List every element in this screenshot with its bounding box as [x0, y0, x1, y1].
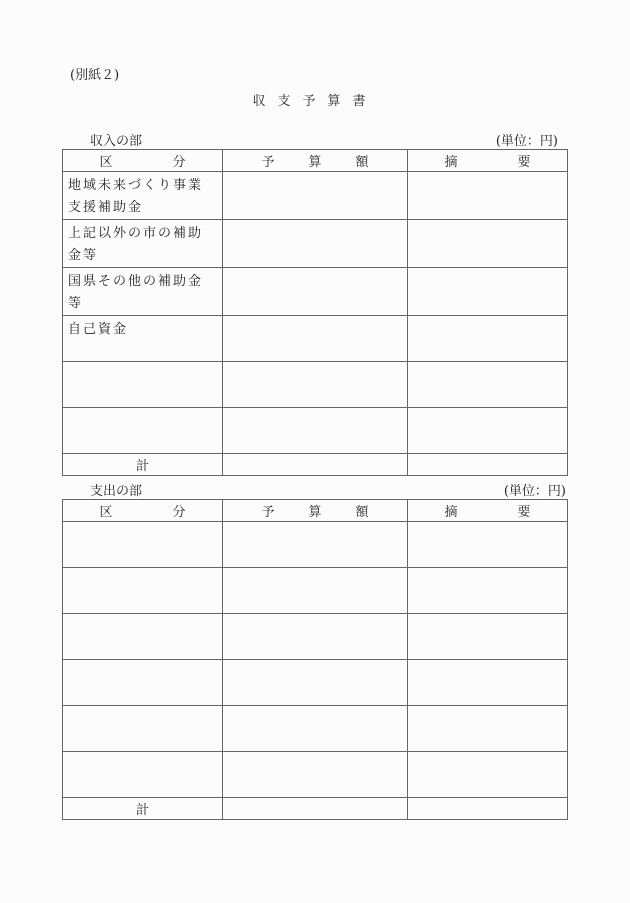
table-row: [63, 660, 568, 706]
income-remarks-cell[interactable]: [408, 362, 568, 408]
table-row: [63, 408, 568, 454]
annex-label: (別紙２): [70, 68, 120, 83]
income-category-cell[interactable]: [63, 408, 223, 454]
expense-budget-cell[interactable]: [223, 522, 408, 568]
table-row: [63, 362, 568, 408]
income-budget-cell[interactable]: [223, 220, 408, 268]
income-category-cell: 自己資金: [63, 316, 223, 362]
income-remarks-cell[interactable]: [408, 172, 568, 220]
table-row: [63, 316, 568, 362]
income-category-cell: 地域未来づくり事業支援補助金: [63, 172, 223, 220]
income-remarks-cell[interactable]: [408, 408, 568, 454]
expense-category-cell[interactable]: [63, 660, 223, 706]
expense-category-cell[interactable]: [63, 614, 223, 660]
expense-category-cell[interactable]: [63, 568, 223, 614]
income-category-cell: 国県その他の補助金等: [63, 268, 223, 316]
expense-budget-cell[interactable]: [223, 660, 408, 706]
table-row: [63, 752, 568, 798]
expense-total-remarks[interactable]: [408, 798, 568, 820]
expense-remarks-cell[interactable]: [408, 522, 568, 568]
table-row: [63, 220, 568, 268]
page-title: 収支予算書: [252, 94, 378, 109]
table-row: [63, 614, 568, 660]
header-budget: 予 算 額: [223, 500, 408, 522]
expense-remarks-cell[interactable]: [408, 706, 568, 752]
income-remarks-cell[interactable]: [408, 316, 568, 362]
income-category-cell: 上記以外の市の補助金等: [63, 220, 223, 268]
income-remarks-cell[interactable]: [408, 268, 568, 316]
expense-remarks-cell[interactable]: [408, 614, 568, 660]
income-section-label: 収入の部: [90, 134, 143, 149]
expense-remarks-cell[interactable]: [408, 660, 568, 706]
table-row: [63, 568, 568, 614]
income-category-cell[interactable]: [63, 362, 223, 408]
table-row: [63, 522, 568, 568]
expense-budget-cell[interactable]: [223, 568, 408, 614]
expense-total-label: 計: [63, 798, 223, 820]
expense-total-budget[interactable]: [223, 798, 408, 820]
income-budget-cell[interactable]: [223, 172, 408, 220]
table-row: [63, 706, 568, 752]
income-table: [62, 149, 568, 476]
expense-category-cell[interactable]: [63, 752, 223, 798]
income-unit-label: (単位：円): [495, 134, 558, 149]
header-remarks: 摘 要: [408, 500, 568, 522]
income-remarks-cell[interactable]: [408, 220, 568, 268]
expense-budget-cell[interactable]: [223, 614, 408, 660]
expense-section-label: 支出の部: [90, 484, 143, 499]
expense-remarks-cell[interactable]: [408, 752, 568, 798]
table-row: [63, 172, 568, 220]
header-category: 区 分: [63, 500, 223, 522]
income-total-budget[interactable]: [223, 454, 408, 476]
table-row: [63, 268, 568, 316]
expense-budget-cell[interactable]: [223, 752, 408, 798]
income-total-remarks[interactable]: [408, 454, 568, 476]
expense-category-cell[interactable]: [63, 522, 223, 568]
income-budget-cell[interactable]: [223, 408, 408, 454]
header-category: 区 分: [63, 150, 223, 172]
expense-table: [62, 499, 568, 820]
income-budget-cell[interactable]: [223, 268, 408, 316]
header-remarks: 摘 要: [408, 150, 568, 172]
expense-category-cell[interactable]: [63, 706, 223, 752]
expense-budget-cell[interactable]: [223, 706, 408, 752]
income-budget-cell[interactable]: [223, 362, 408, 408]
income-total-row: [63, 454, 568, 476]
expense-header-row: [63, 500, 568, 522]
expense-remarks-cell[interactable]: [408, 568, 568, 614]
header-budget: 予 算 額: [223, 150, 408, 172]
income-budget-cell[interactable]: [223, 316, 408, 362]
income-header-row: [63, 150, 568, 172]
expense-unit-label: (単位：円): [503, 484, 566, 499]
income-total-label: 計: [63, 454, 223, 476]
expense-total-row: [63, 798, 568, 820]
